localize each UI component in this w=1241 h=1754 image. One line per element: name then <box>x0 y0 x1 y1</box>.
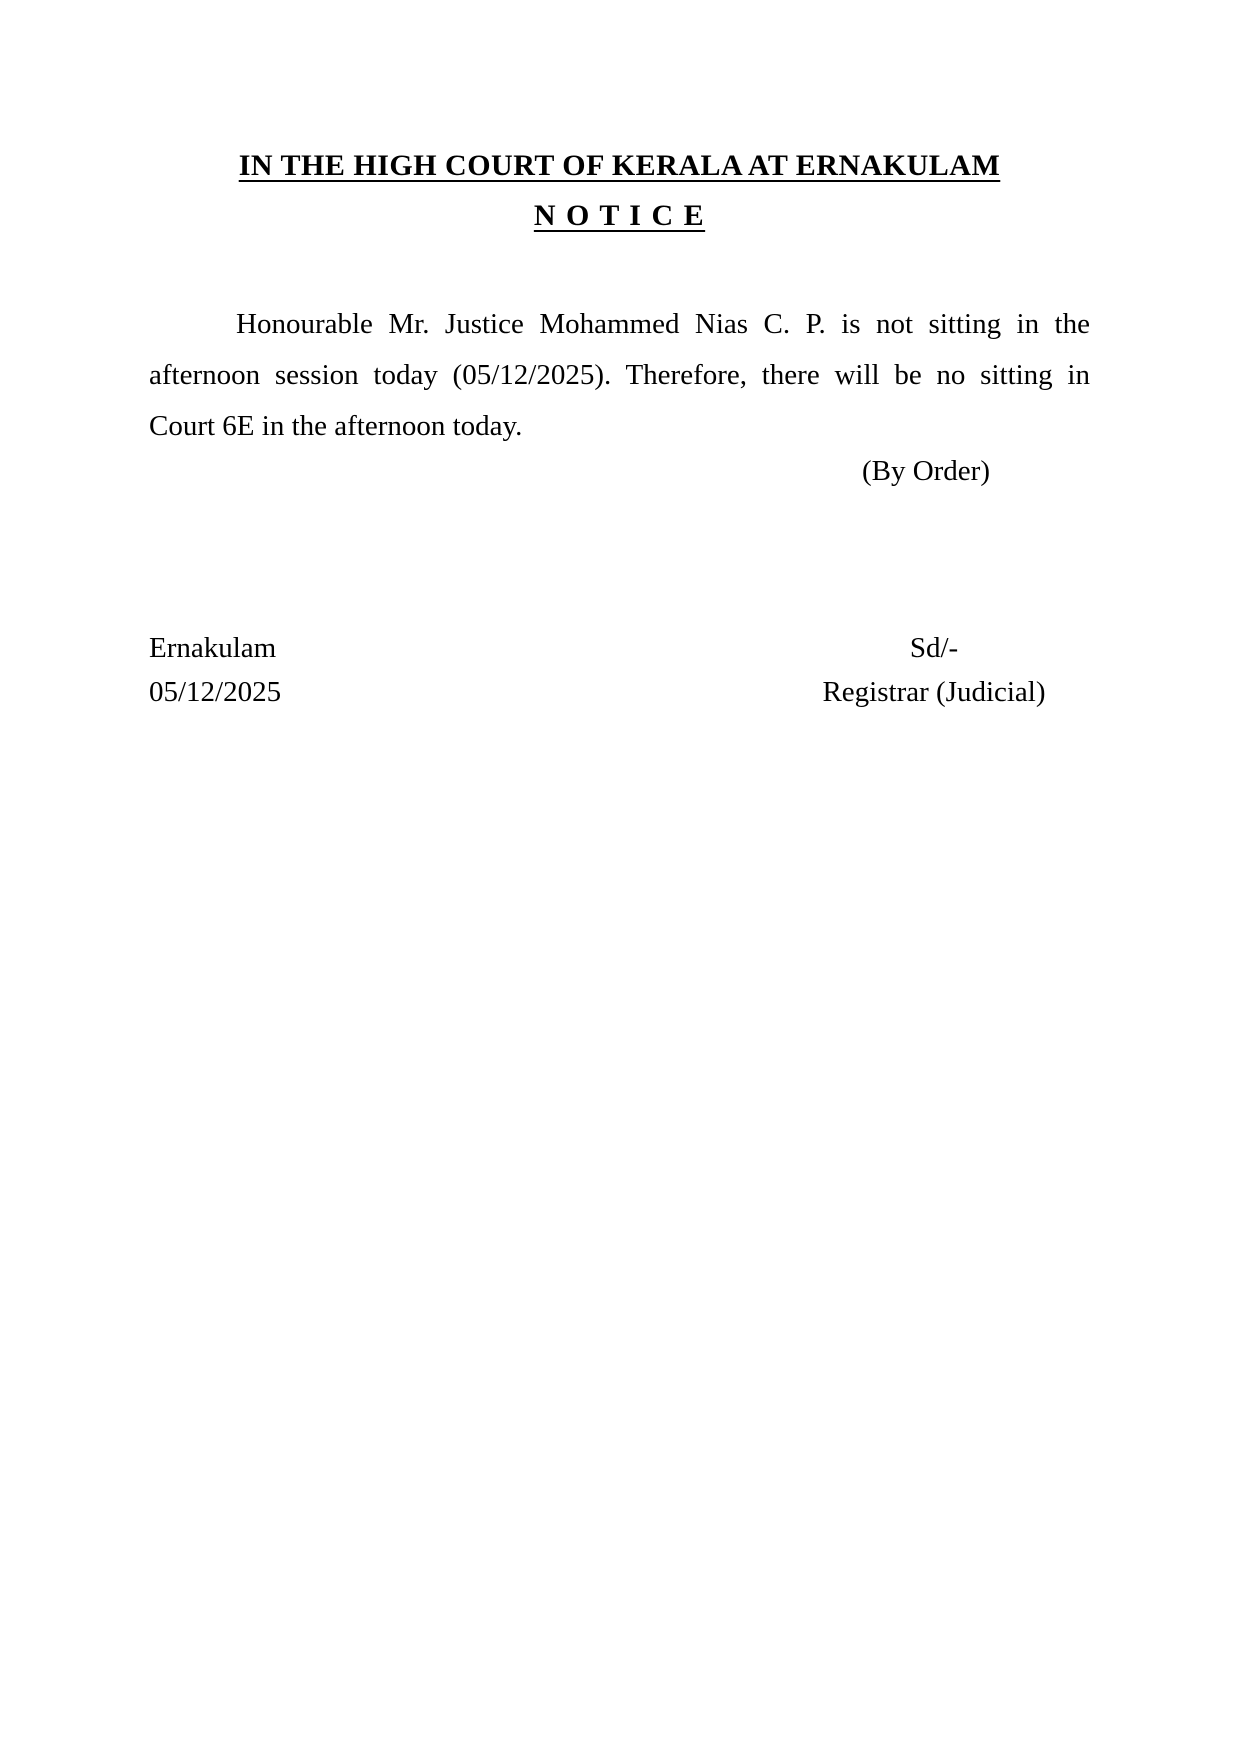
by-order-line: (By Order) <box>861 455 990 487</box>
court-title: IN THE HIGH COURT OF KERALA AT ERNAKULAM <box>238 149 1001 182</box>
place-label: Ernakulam <box>149 632 277 664</box>
notice-body <box>149 299 1090 452</box>
signature-sd-label: Sd/- <box>909 632 959 664</box>
body-line-2: afternoon session today (05/12/2025). Therefore, there will be no sitting in <box>149 359 1090 391</box>
place-date-block <box>149 626 281 714</box>
body-line-1: Honourable Mr. Justice Mohammed Nias C. P. is not sitting in the <box>236 308 1090 340</box>
notice-heading: N O T I C E <box>533 199 706 232</box>
signatory-designation-label: Registrar (Judicial) <box>822 676 1046 708</box>
date-label: 05/12/2025 <box>149 676 282 708</box>
signature-block <box>714 626 1154 714</box>
body-line-3: Court 6E in the afternoon today. <box>149 410 523 442</box>
